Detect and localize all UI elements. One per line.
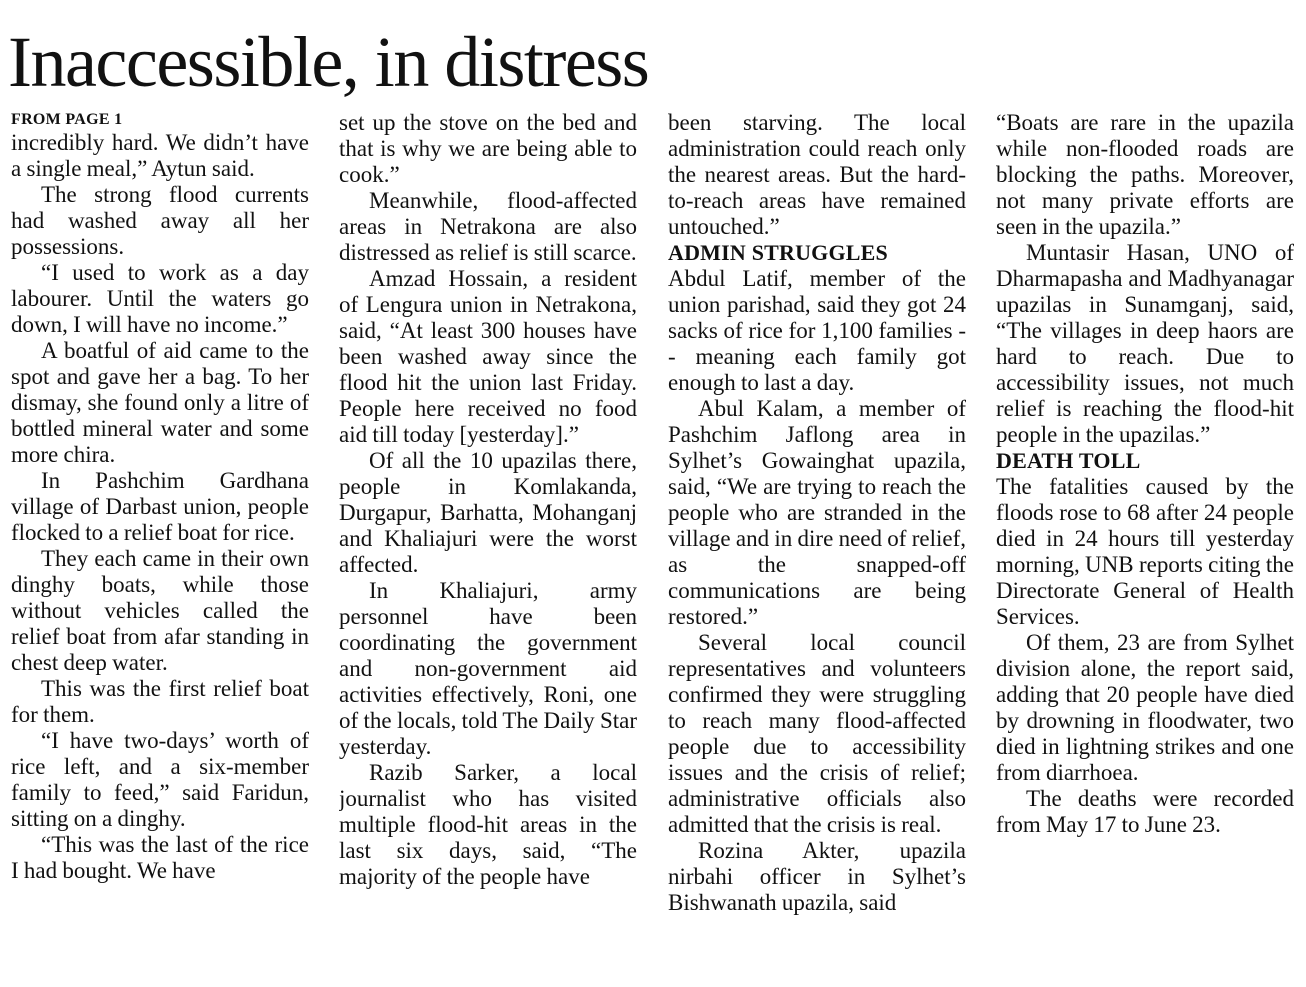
paragraph: Meanwhile, flood-affected areas in Netrakona are also distressed as relief is still scarce.	[339, 188, 637, 265]
article-column-2	[339, 110, 637, 980]
article-column-3	[668, 110, 966, 980]
paragraph: They each came in their own dinghy boats, while those without vehicles called the relief boat from afar standing in chest deep water.	[11, 546, 309, 675]
paragraph: “This was the last of the rice I had bought. We have	[11, 832, 309, 883]
paragraph: Rozina Akter, upazila nirbahi officer in Sylhet’s Bishwanath upazila, said	[668, 838, 966, 915]
paragraph: In Khaliajuri, army personnel have been coordinating the government and non-government aid activities effectively, Roni, one of the locals, told The Daily Star yesterday.	[339, 578, 637, 759]
paragraph: In Pashchim Gardhana village of Darbast union, people flocked to a relief boat for rice.	[11, 468, 309, 545]
paragraph: A boatful of aid came to the spot and gave her a bag. To her dismay, she found only a litre of bottled mineral water and some more chira.	[11, 338, 309, 467]
paragraph: Amzad Hossain, a resident of Lengura union in Netrakona, said, “At least 300 houses have been washed away since the flood hit the union last Friday. People here received no food aid till today [yesterday].”	[339, 266, 637, 447]
paragraph: incredibly hard. We didn’t have a single meal,” Aytun said.	[11, 130, 309, 181]
article-column-4	[996, 110, 1294, 980]
paragraph: Of them, 23 are from Sylhet division alone, the report said, adding that 20 people have died by drowning in floodwater, two died in lightning strikes and one from diarrhoea.	[996, 630, 1294, 785]
paragraph: Razib Sarker, a local journalist who has visited multiple flood-hit areas in the last six days, said, “The majority of the people have	[339, 760, 637, 889]
paragraph: “Boats are rare in the upazila while non-flooded roads are blocking the paths. Moreover, not many private efforts are seen in the upazila.”	[996, 110, 1294, 239]
paragraph: Several local council representatives and volunteers confirmed they were struggling to reach many flood-affected people due to accessibility issues and the crisis of relief; administrative officials also admitted that the crisis is real.	[668, 630, 966, 837]
paragraph: Muntasir Hasan, UNO of Dharmapasha and Madhyanagar upazilas in Sunamganj, said, “The villages in deep haors are hard to reach. Due to accessibility issues, not much relief is reaching the flood-hit people in the upazilas.”	[996, 240, 1294, 447]
paragraph: This was the first relief boat for them.	[11, 676, 309, 727]
paragraph: The fatalities caused by the floods rose to 68 after 24 people died in 24 hours till yesterday morning, UNB reports citing the Directorate General of Health Services.	[996, 474, 1294, 629]
paragraph: The deaths were recorded from May 17 to June 23.	[996, 786, 1294, 837]
paragraph: “I have two-days’ worth of rice left, and a six-member family to feed,” said Faridun, sitting on a dinghy.	[11, 728, 309, 831]
paragraph: Abul Kalam, a member of Pashchim Jaflong area in Sylhet’s Gowainghat upazila, said, “We are trying to reach the people who are stranded in the village and in dire need of relief, as the snapped-off communications are being restored.”	[668, 396, 966, 629]
paragraph: The strong flood currents had washed away all her possessions.	[11, 182, 309, 259]
paragraph: set up the stove on the bed and that is why we are being able to cook.”	[339, 110, 637, 187]
headline: Inaccessible, in distress	[8, 22, 649, 102]
paragraph: Of all the 10 upazilas there, people in Komlakanda, Durgapur, Barhatta, Mohanganj and Khaliajuri were the worst affected.	[339, 448, 637, 577]
paragraph: been starving. The local administration could reach only the nearest areas. But the hard-to-reach areas have remained untouched.”	[668, 110, 966, 239]
subhead-admin-struggles: ADMIN STRUGGLES	[668, 240, 888, 265]
from-page-kicker: FROM PAGE 1	[11, 111, 123, 128]
article-column-1	[11, 110, 309, 980]
subhead-death-toll: DEATH TOLL	[996, 448, 1141, 473]
paragraph: Abdul Latif, member of the union parishad, said they got 24 sacks of rice for 1,100 families -- meaning each family got enough to last a day.	[668, 266, 966, 395]
paragraph: “I used to work as a day labourer. Until the waters go down, I will have no income.”	[11, 260, 309, 337]
